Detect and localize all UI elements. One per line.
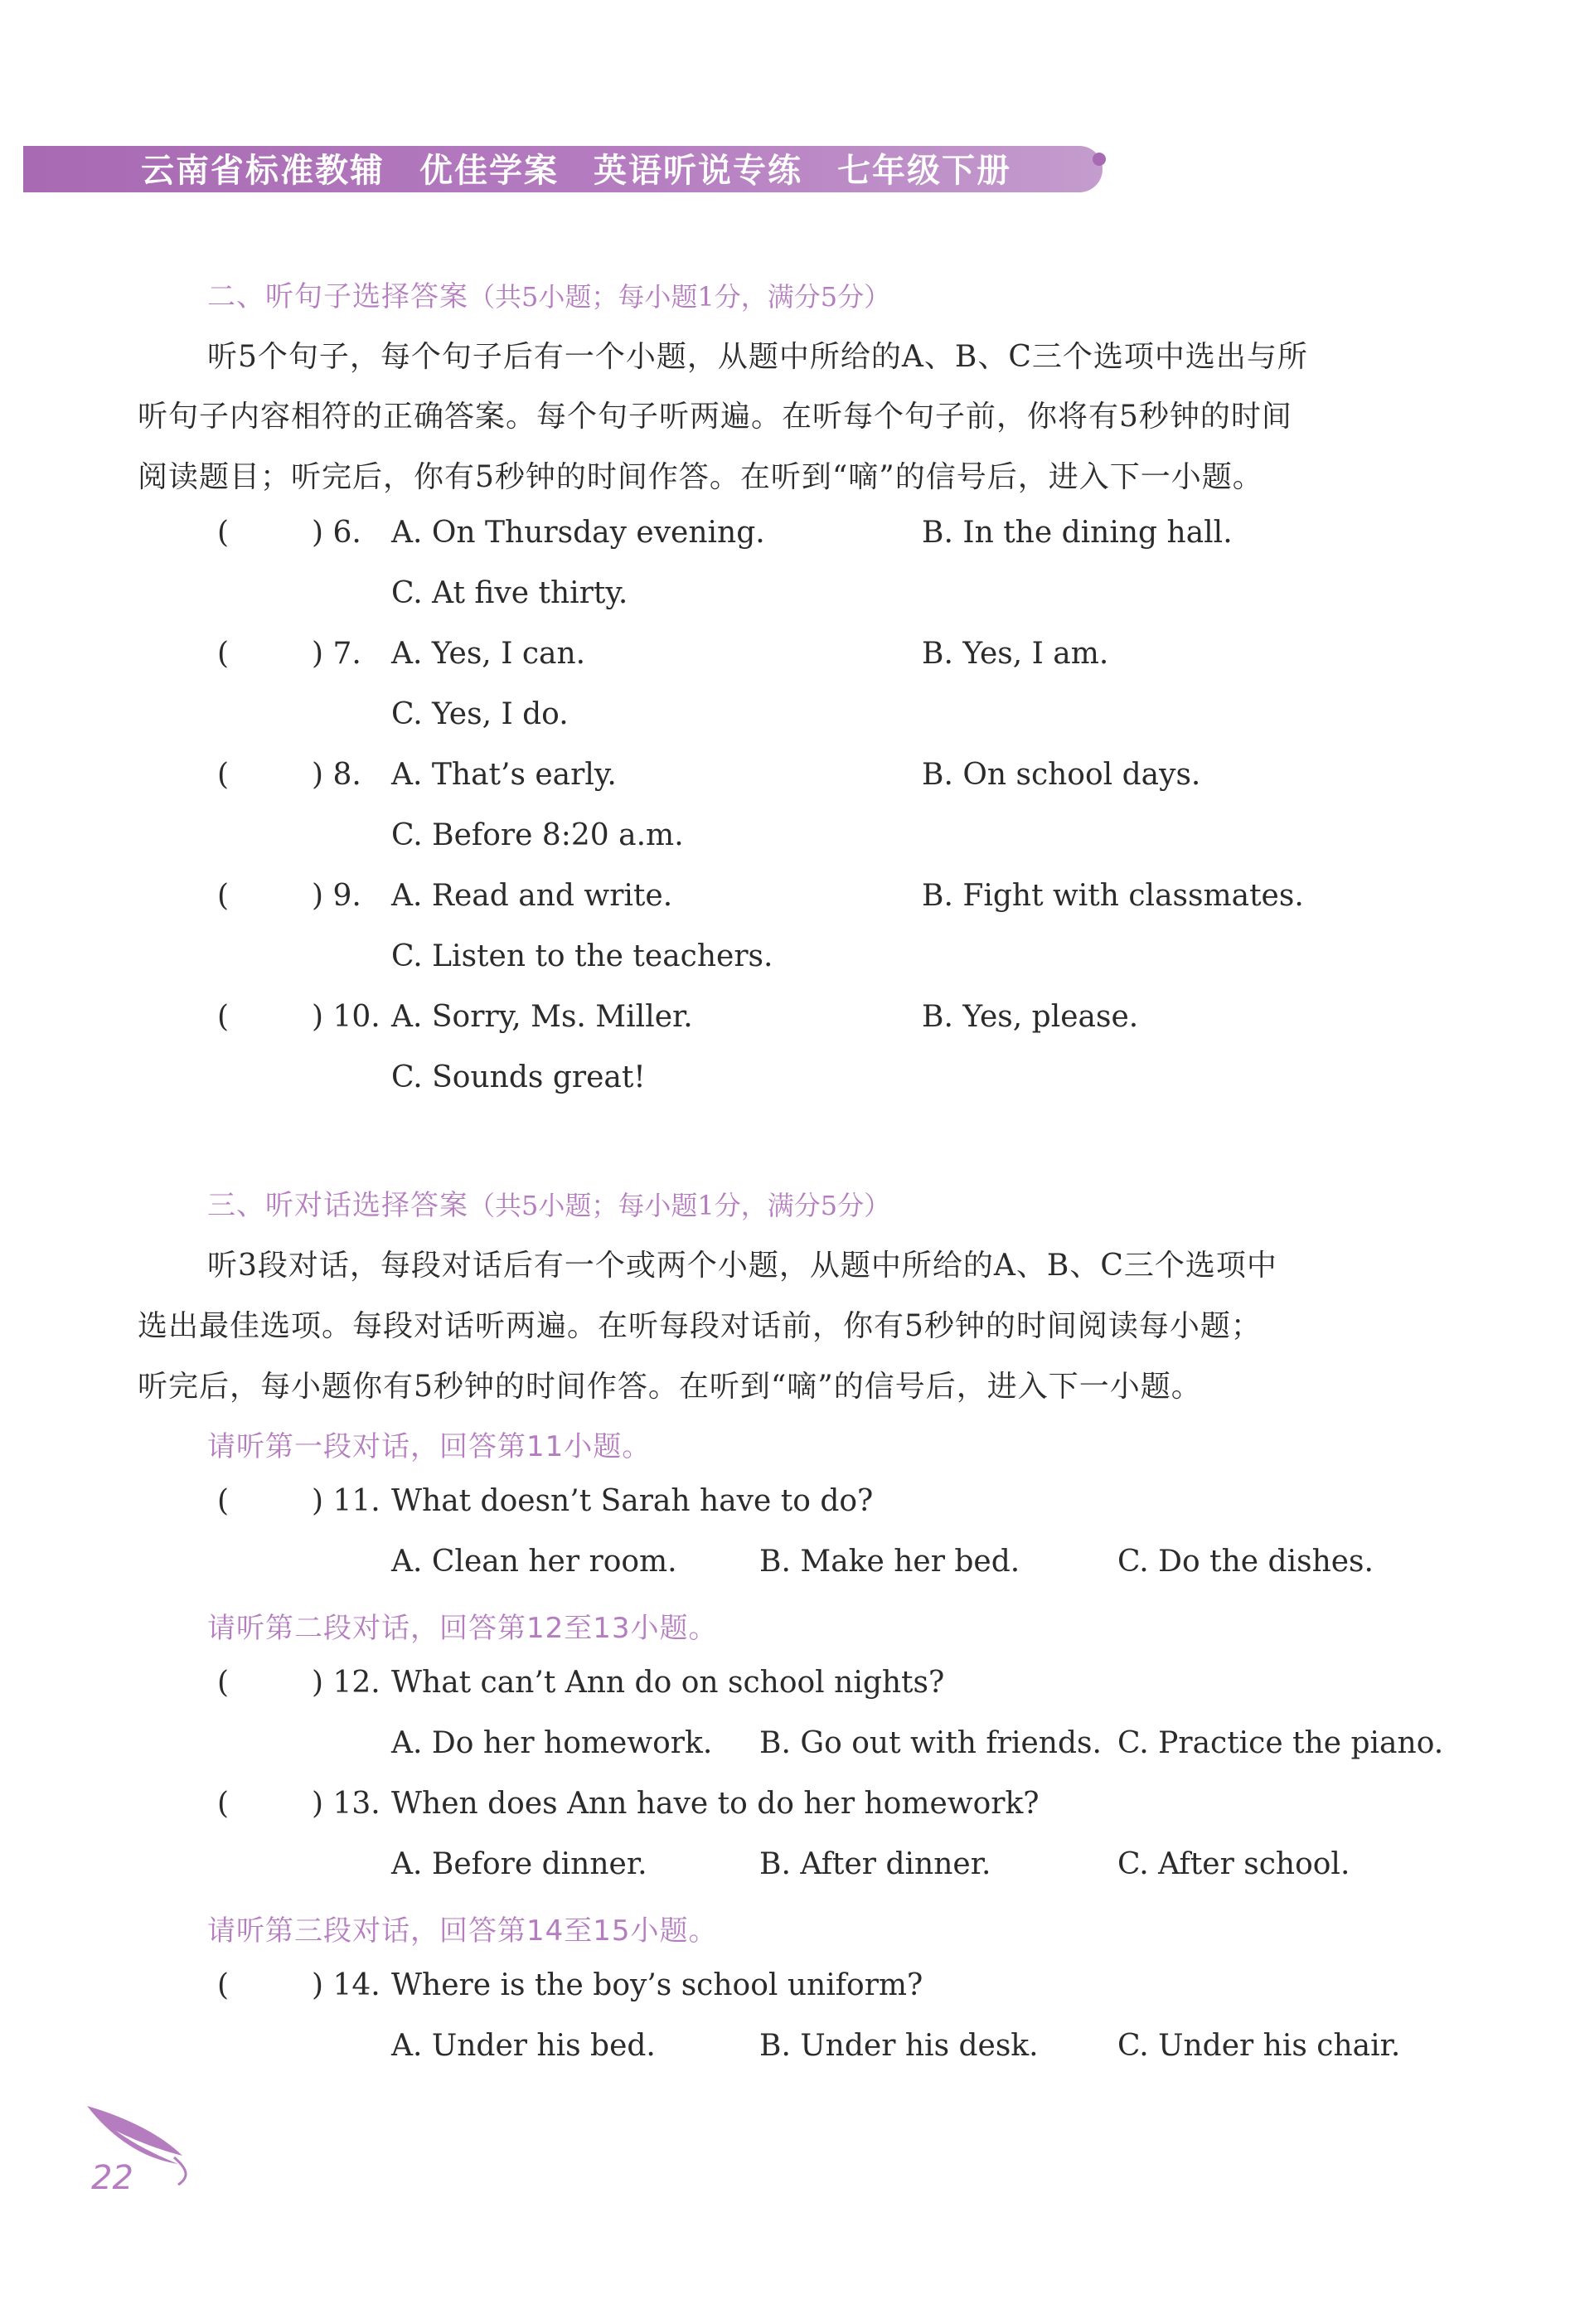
option-a[interactable]: A. Read and write. xyxy=(391,879,673,913)
question-number: ) 13. xyxy=(312,1787,380,1821)
question-text: What can’t Ann do on school nights? xyxy=(391,1666,945,1700)
option-c[interactable]: C. Under his chair. xyxy=(1117,2029,1401,2063)
option-a[interactable]: A. Do her homework. xyxy=(391,1726,713,1760)
option-a[interactable]: A. Clean her room. xyxy=(391,1545,677,1579)
option-c[interactable]: C. Yes, I do. xyxy=(391,697,569,731)
option-b[interactable]: B. Make her bed. xyxy=(759,1545,1020,1579)
question-number: ) 11. xyxy=(312,1484,380,1518)
answer-blank-q12[interactable]: ( xyxy=(217,1666,230,1700)
option-c[interactable]: C. Practice the piano. xyxy=(1117,1726,1444,1760)
option-b[interactable]: B. After dinner. xyxy=(759,1847,991,1881)
option-c[interactable]: C. At five thirty. xyxy=(391,576,628,610)
section3-instruction-3: 听完后，每小题你有5秒钟的时间作答。在听到“嘀”的信号后，进入下一小题。 xyxy=(138,1370,1202,1404)
answer-blank-q9[interactable]: ( xyxy=(217,879,230,913)
option-a[interactable]: A. Before dinner. xyxy=(391,1847,647,1881)
answer-blank-q14[interactable]: ( xyxy=(217,1968,230,2002)
option-c[interactable]: C. After school. xyxy=(1117,1847,1350,1881)
section2-instruction-3: 阅读题目；听完后，你有5秒钟的时间作答。在听到“嘀”的信号后，进入下一小题。 xyxy=(138,460,1263,494)
option-c[interactable]: C. Before 8:20 a.m. xyxy=(391,818,684,852)
option-b[interactable]: B. On school days. xyxy=(922,758,1201,792)
section2-heading xyxy=(207,274,890,314)
option-b[interactable]: B. Fight with classmates. xyxy=(922,879,1304,913)
option-b[interactable]: B. Yes, I am. xyxy=(922,637,1109,671)
option-b[interactable]: B. In the dining hall. xyxy=(922,516,1233,550)
section3-instruction-1: 听3段对话，每段对话后有一个或两个小题，从题中所给的A、B、C三个选项中 xyxy=(207,1249,1277,1283)
question-text: When does Ann have to do her homework? xyxy=(391,1787,1040,1821)
section3-instruction-2: 选出最佳选项。每段对话听两遍。在听每段对话前，你有5秒钟的时间阅读每小题； xyxy=(138,1309,1262,1343)
dialogue2-note: 请听第二段对话，回答第12至13小题。 xyxy=(207,1612,718,1645)
option-c[interactable]: C. Sounds great! xyxy=(391,1060,646,1094)
answer-blank-q11[interactable]: ( xyxy=(217,1484,230,1518)
section2-title: 二、听句子选择答案 xyxy=(207,280,468,313)
option-a[interactable]: A. On Thursday evening. xyxy=(391,516,765,550)
option-c[interactable]: C. Do the dishes. xyxy=(1117,1545,1374,1579)
option-a[interactable]: A. Sorry, Ms. Miller. xyxy=(391,1000,693,1034)
question-number: ) 8. xyxy=(312,758,361,792)
header-title: 云南省标准教辅 优佳学案 英语听说专练 七年级下册 xyxy=(141,152,1011,190)
question-number: ) 7. xyxy=(312,637,361,671)
page-number: 22 xyxy=(91,2159,133,2197)
question-text: Where is the boy’s school uniform? xyxy=(391,1968,923,2002)
option-a[interactable]: A. That’s early. xyxy=(391,758,617,792)
section3-title: 三、听对话选择答案 xyxy=(207,1189,468,1222)
question-number: ) 12. xyxy=(312,1666,380,1700)
answer-blank-q13[interactable]: ( xyxy=(217,1787,230,1821)
banner-dot xyxy=(1093,153,1106,166)
option-b[interactable]: B. Under his desk. xyxy=(759,2029,1039,2063)
answer-blank-q10[interactable]: ( xyxy=(217,1000,230,1034)
question-number: ) 6. xyxy=(312,516,361,550)
section3-note: （共5小题；每小题1分，满分5分） xyxy=(468,1190,891,1221)
option-a[interactable]: A. Yes, I can. xyxy=(391,637,586,671)
section2-instruction-2: 听句子内容相符的正确答案。每个句子听两遍。在听每个句子前，你将有5秒钟的时间 xyxy=(138,400,1292,434)
answer-blank-q8[interactable]: ( xyxy=(217,758,230,792)
option-b[interactable]: B. Go out with friends. xyxy=(759,1726,1102,1760)
section2-instruction-1: 听5个句子，每个句子后有一个小题，从题中所给的A、B、C三个选项中选出与所 xyxy=(207,340,1308,374)
dialogue3-note: 请听第三段对话，回答第14至15小题。 xyxy=(207,1914,718,1948)
answer-blank-q6[interactable]: ( xyxy=(217,516,230,550)
question-number: ) 10. xyxy=(312,1000,380,1034)
question-number: ) 9. xyxy=(312,879,361,913)
option-c[interactable]: C. Listen to the teachers. xyxy=(391,939,773,973)
question-number: ) 14. xyxy=(312,1968,380,2002)
answer-blank-q7[interactable]: ( xyxy=(217,637,230,671)
option-a[interactable]: A. Under his bed. xyxy=(391,2029,656,2063)
dialogue1-note: 请听第一段对话，回答第11小题。 xyxy=(207,1430,652,1463)
section3-heading xyxy=(207,1182,890,1223)
section2-note: （共5小题；每小题1分，满分5分） xyxy=(468,281,891,313)
question-text: What doesn’t Sarah have to do? xyxy=(391,1484,874,1518)
option-b[interactable]: B. Yes, please. xyxy=(922,1000,1139,1034)
